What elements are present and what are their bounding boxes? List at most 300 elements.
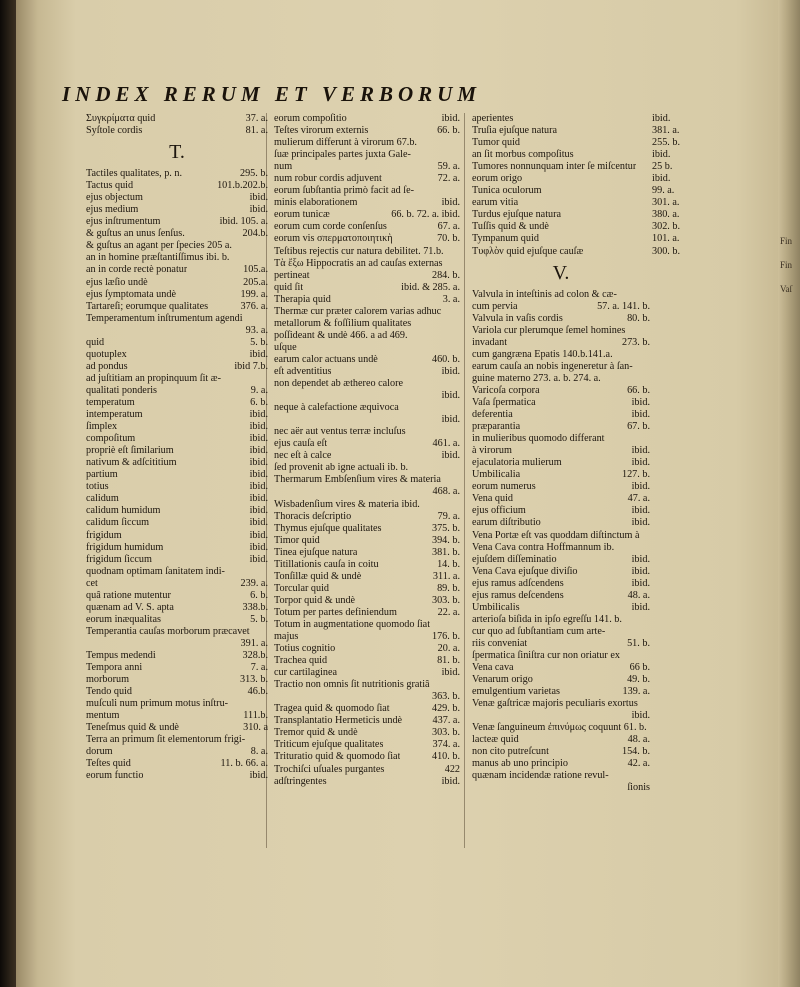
entry-term: ejus ſymptomata undè bbox=[86, 288, 176, 300]
index-entry bbox=[274, 499, 460, 511]
entry-term: Tympanum quid bbox=[472, 233, 539, 245]
entry-term: Wisbadenſium vires & materia ibid. bbox=[274, 498, 420, 510]
entry-page-ref: 199. a. bbox=[240, 288, 268, 300]
edge-page-ref: 255. b. bbox=[652, 137, 681, 149]
index-entry bbox=[86, 566, 268, 578]
entry-page-ref: 313. b. bbox=[239, 674, 268, 686]
entry-page-ref: 67. a. bbox=[437, 221, 460, 233]
entry-term: eorum tunicæ bbox=[274, 209, 330, 221]
entry-page-ref: 66. b. 72. a. ibid. bbox=[391, 209, 460, 221]
index-entry bbox=[274, 402, 460, 414]
entry-term: Teſtes virorum externis bbox=[274, 125, 369, 137]
entry-term: Varicoſa corpora bbox=[472, 384, 540, 396]
entry-page-ref: 376. a. bbox=[240, 300, 268, 312]
entry-term: propriè eſt ſimilarium bbox=[86, 445, 174, 457]
entry-term: Vena Portæ eſt vas quoddam diſtinctum à bbox=[472, 529, 640, 541]
index-entry bbox=[274, 643, 460, 655]
index-entry bbox=[274, 161, 460, 173]
entry-term: Tempus medendi bbox=[86, 649, 156, 661]
entry-page-ref: 239. a. bbox=[240, 577, 268, 589]
index-entry bbox=[86, 433, 268, 445]
index-entry bbox=[86, 216, 268, 228]
index-entry bbox=[86, 626, 268, 638]
entry-page-ref: ibid. bbox=[249, 433, 268, 445]
index-entry bbox=[472, 505, 650, 517]
entry-page-ref: ibid. bbox=[249, 192, 268, 204]
entry-page-ref: 7. a. bbox=[250, 662, 268, 674]
entry-page-ref: ibid. bbox=[249, 481, 268, 493]
entry-page-ref: ibid. bbox=[631, 409, 650, 421]
entry-page-ref: ibid. bbox=[631, 601, 650, 613]
entry-page-ref: 67. b. bbox=[627, 421, 650, 433]
entry-term: Totius cognitio bbox=[274, 643, 336, 655]
entry-page-ref: 59. a. bbox=[437, 161, 460, 173]
entry-page-ref: 328.b. bbox=[242, 649, 268, 661]
entry-page-ref: ibid. bbox=[631, 481, 650, 493]
entry-term: Syſtole cordis bbox=[86, 125, 143, 137]
index-entry bbox=[86, 337, 268, 349]
index-entry bbox=[274, 703, 460, 715]
entry-page-ref: 57. a. 141. b. bbox=[597, 300, 650, 312]
index-entry bbox=[274, 655, 460, 667]
entry-page-ref: 101.b.202.b. bbox=[217, 180, 268, 192]
entry-term: ad juſtitiam an propinquum ſit æ- bbox=[86, 372, 221, 384]
entry-term: partium bbox=[86, 469, 118, 481]
index-entry bbox=[86, 168, 268, 180]
entry-term: Titillationis cauſa in coitu bbox=[274, 558, 379, 570]
index-entry bbox=[274, 607, 460, 619]
entry-term: à virorum bbox=[472, 445, 512, 457]
entry-page-ref: 303. b. bbox=[431, 727, 460, 739]
entry-term: eorum cum corde conſenſus bbox=[274, 221, 387, 233]
index-entry bbox=[472, 722, 650, 734]
index-entry bbox=[86, 361, 268, 373]
index-entry bbox=[274, 583, 460, 595]
index-entry bbox=[274, 751, 460, 763]
entry-page-ref: 81. a. bbox=[245, 125, 268, 137]
entry-page-ref: ibid. bbox=[249, 770, 268, 782]
index-column-3 bbox=[472, 113, 650, 795]
index-entry bbox=[472, 710, 650, 722]
entry-term: quotuplex bbox=[86, 348, 127, 360]
index-entry bbox=[274, 474, 460, 486]
entry-term: earum cauſa an nobis ingeneretur à ſan- bbox=[472, 360, 633, 372]
entry-page-ref: 5. b. bbox=[250, 613, 268, 625]
index-entry bbox=[472, 246, 650, 258]
index-entry bbox=[86, 650, 268, 662]
entry-term: Therapia quid bbox=[274, 293, 331, 305]
entry-page-ref: 46.b. bbox=[247, 686, 268, 698]
entry-term: morborum bbox=[86, 674, 130, 686]
entry-term: Valvula in vaſis cordis bbox=[472, 312, 563, 324]
entry-page-ref: 66. b. bbox=[627, 384, 650, 396]
index-entry bbox=[274, 438, 460, 450]
index-entry bbox=[86, 493, 268, 505]
entry-term: Torpor quid & undè bbox=[274, 594, 356, 606]
entry-term: calidum humidum bbox=[86, 505, 161, 517]
entry-page-ref: ibid. bbox=[441, 667, 460, 679]
entry-page-ref: 66 b. bbox=[629, 662, 650, 674]
index-entry bbox=[472, 530, 650, 542]
index-entry bbox=[274, 173, 460, 185]
entry-term: & guſtus an agant per ſpecies 205 a. bbox=[86, 240, 232, 252]
entry-page-ref: ibid. bbox=[631, 445, 650, 457]
index-entry bbox=[274, 764, 460, 776]
entry-term: Thermarum Embſenſium vires & materia bbox=[274, 474, 441, 486]
entry-page-ref: ibid. bbox=[249, 457, 268, 469]
index-entry bbox=[86, 481, 268, 493]
index-entry bbox=[86, 578, 268, 590]
entry-page-ref: ibid. bbox=[249, 445, 268, 457]
index-entry bbox=[86, 469, 268, 481]
index-entry bbox=[472, 173, 650, 185]
entry-term: Teſtibus rejectis cur natura debilitet. 71.b. bbox=[274, 245, 444, 257]
entry-page-ref: ibid. bbox=[441, 390, 460, 402]
index-entry bbox=[274, 619, 460, 631]
entry-page-ref: 81. b. bbox=[437, 655, 460, 667]
entry-page-ref: 70. b. bbox=[437, 233, 460, 245]
entry-page-ref: ibid. bbox=[441, 775, 460, 787]
edge-page-ref: 101. a. bbox=[652, 233, 680, 245]
entry-page-ref: 48. a. bbox=[627, 589, 650, 601]
index-entry bbox=[86, 421, 268, 433]
index-entry bbox=[86, 277, 268, 289]
index-entry bbox=[86, 746, 268, 758]
index-entry bbox=[472, 113, 650, 125]
entry-page-ref: ibid. bbox=[631, 517, 650, 529]
index-entry bbox=[274, 559, 460, 571]
entry-page-ref: 49. b. bbox=[627, 674, 650, 686]
entry-term: majus bbox=[274, 631, 299, 643]
entry-page-ref: ibid. bbox=[631, 553, 650, 565]
entry-term: Temperantia cauſas morborum præcavet bbox=[86, 625, 250, 637]
edge-fragment: Fin bbox=[780, 260, 793, 270]
entry-page-ref: 461. a. bbox=[432, 438, 460, 450]
entry-term: Tinea ejuſque natura bbox=[274, 546, 358, 558]
entry-page-ref: ibid. bbox=[631, 396, 650, 408]
entry-term: dorum bbox=[86, 746, 113, 758]
entry-page-ref: 381. b. bbox=[431, 546, 460, 558]
index-entry bbox=[472, 445, 650, 457]
index-entry bbox=[86, 397, 268, 409]
entry-page-ref: 468. a. bbox=[432, 486, 460, 498]
index-entry bbox=[472, 373, 650, 385]
entry-term: ſimplex bbox=[86, 421, 118, 433]
index-entry bbox=[86, 686, 268, 698]
entry-page-ref: 89. b. bbox=[437, 582, 460, 594]
entry-page-ref: 79. a. bbox=[437, 510, 460, 522]
entry-term: Trachea quid bbox=[274, 655, 328, 667]
index-entry bbox=[472, 469, 650, 481]
index-entry bbox=[274, 378, 460, 390]
entry-term: ad pondus bbox=[86, 360, 128, 372]
index-entry bbox=[472, 149, 650, 161]
entry-term: neque à calefactione æquivoca bbox=[274, 402, 399, 414]
index-entry bbox=[472, 626, 650, 638]
index-entry bbox=[472, 421, 650, 433]
index-entry bbox=[86, 264, 268, 276]
entry-term: Tumor quid bbox=[472, 137, 521, 149]
entry-page-ref: ibid. bbox=[249, 505, 268, 517]
entry-term: deferentia bbox=[472, 409, 513, 421]
entry-term: Valvula in inteſtinis ad colon & cæ- bbox=[472, 288, 617, 300]
edge-page-ref: 99. a. bbox=[652, 185, 675, 197]
entry-page-ref: 6. b. bbox=[250, 396, 268, 408]
index-entry bbox=[472, 337, 650, 349]
entry-term: quâ ratione mutentur bbox=[86, 589, 171, 601]
index-entry bbox=[274, 270, 460, 282]
edge-page-ref: 380. a. bbox=[652, 209, 680, 221]
entry-term: Tremor quid & undè bbox=[274, 727, 358, 739]
entry-term: ejus cauſa eſt bbox=[274, 438, 328, 450]
edge-fragment: Fin bbox=[780, 236, 793, 246]
entry-term: eorum inæqualitas bbox=[86, 613, 161, 625]
index-entry bbox=[472, 409, 650, 421]
entry-term: eſt adventitius bbox=[274, 365, 332, 377]
index-entry bbox=[472, 698, 650, 710]
entry-term: ejus medium bbox=[86, 204, 139, 216]
entry-term: eorum vis σπερματοποιητικὴ bbox=[274, 233, 393, 245]
index-entry bbox=[472, 433, 650, 445]
entry-page-ref: ibid. bbox=[631, 710, 650, 722]
entry-term: nec eſt à calce bbox=[274, 450, 332, 462]
entry-page-ref: 111.b. bbox=[243, 710, 268, 722]
entry-term: quid ſit bbox=[274, 281, 304, 293]
entry-term: Tumores nonnunquam inter ſe miſcentur bbox=[472, 161, 637, 173]
entry-term: an in corde rectè ponatur bbox=[86, 264, 188, 276]
entry-page-ref: ibid. bbox=[441, 113, 460, 124]
entry-term: Tuſſis quid & undè bbox=[472, 221, 549, 233]
entry-page-ref: ibid. bbox=[249, 529, 268, 541]
entry-term: Συγκρίματα quid bbox=[86, 113, 156, 124]
index-entry bbox=[274, 233, 460, 245]
index-entry bbox=[274, 450, 460, 462]
index-entry bbox=[472, 233, 650, 245]
index-entry bbox=[86, 240, 268, 252]
edge-page-ref: ibid. bbox=[652, 113, 671, 124]
entry-term: Vena quid bbox=[472, 493, 514, 505]
entry-page-ref: ibid. bbox=[631, 505, 650, 517]
entry-page-ref: ibid. & 285. a. bbox=[401, 281, 460, 293]
entry-page-ref: 204.b. bbox=[242, 228, 268, 240]
index-entry bbox=[472, 481, 650, 493]
index-entry bbox=[472, 457, 650, 469]
index-entry bbox=[472, 746, 650, 758]
entry-page-ref: ibid. bbox=[441, 197, 460, 209]
index-entry bbox=[86, 204, 268, 216]
entry-page-ref: ibid. 105. a. bbox=[219, 216, 268, 228]
entry-page-ref: 14. b. bbox=[437, 558, 460, 570]
index-entry bbox=[472, 686, 650, 698]
index-entry bbox=[274, 149, 460, 161]
entry-page-ref: 11. b. 66. a. bbox=[220, 758, 268, 770]
index-entry bbox=[86, 409, 268, 421]
entry-term: ſuæ principales partes juxta Gale- bbox=[274, 149, 411, 161]
index-entry bbox=[274, 221, 460, 233]
edge-page-ref: 25 b. bbox=[652, 161, 673, 173]
entry-page-ref: 273. b. bbox=[621, 336, 650, 348]
entry-term: Teneſmus quid & undè bbox=[86, 722, 179, 734]
entry-term: Tempora anni bbox=[86, 662, 143, 674]
index-entry bbox=[274, 125, 460, 137]
index-entry bbox=[86, 662, 268, 674]
index-entry bbox=[86, 301, 268, 313]
entry-page-ref: ibid 7.b. bbox=[234, 360, 268, 372]
entry-term: Tendo quid bbox=[86, 686, 132, 698]
facing-page-edge bbox=[778, 0, 800, 987]
edge-page-ref: 381. a. bbox=[652, 125, 680, 137]
letter-heading: T. bbox=[169, 141, 185, 164]
index-entry bbox=[274, 197, 460, 209]
index-entry bbox=[86, 228, 268, 240]
index-entry bbox=[86, 710, 268, 722]
entry-page-ref: ibid. bbox=[249, 348, 268, 360]
edge-page-ref: 302. b. bbox=[652, 221, 681, 233]
entry-term: Τυφλὸν quid ejuſque cauſæ bbox=[472, 245, 584, 257]
index-entry bbox=[86, 530, 268, 542]
index-entry bbox=[472, 758, 650, 770]
entry-page-ref: ibid. bbox=[441, 450, 460, 462]
entry-term: in mulieribus quomodo differant bbox=[472, 433, 605, 445]
entry-page-ref: ibid. bbox=[249, 493, 268, 505]
entry-page-ref: 410. b. bbox=[431, 751, 460, 763]
index-entry bbox=[472, 125, 650, 137]
entry-page-ref: 176. b. bbox=[431, 631, 460, 643]
entry-term: mulierum differunt à virorum 67.b. bbox=[274, 137, 417, 149]
index-entry bbox=[274, 679, 460, 691]
index-entry bbox=[472, 493, 650, 505]
index-entry bbox=[86, 674, 268, 686]
index-entry bbox=[472, 602, 650, 614]
index-entry bbox=[86, 734, 268, 746]
entry-page-ref: ſionis bbox=[627, 782, 650, 794]
index-entry bbox=[472, 361, 650, 373]
index-column-4-refs bbox=[652, 113, 778, 258]
entry-term: ſed provenit ab igne actuali ib. b. bbox=[274, 462, 409, 474]
book-page bbox=[16, 0, 778, 987]
entry-term: an ſit morbus compoſitus bbox=[472, 149, 574, 161]
entry-page-ref: 422 bbox=[444, 763, 460, 775]
entry-term: quodnam optimam ſanitatem indi- bbox=[86, 565, 225, 577]
entry-term: mentum bbox=[86, 710, 120, 722]
entry-term: Totum in augmentatione quomodo ſiat bbox=[274, 618, 431, 630]
index-entry bbox=[274, 462, 460, 474]
index-entry bbox=[274, 691, 460, 703]
index-entry bbox=[86, 125, 268, 137]
entry-term: aperientes bbox=[472, 113, 514, 124]
index-entry bbox=[472, 137, 650, 149]
entry-term: cur quo ad ſubſtantiam cum arte- bbox=[472, 625, 606, 637]
entry-page-ref: 8. a. bbox=[250, 746, 268, 758]
index-entry bbox=[274, 354, 460, 366]
entry-page-ref: 72. a. bbox=[437, 173, 460, 185]
entry-term: calidum bbox=[86, 493, 119, 505]
index-entry bbox=[86, 349, 268, 361]
index-entry bbox=[274, 258, 460, 270]
entry-page-ref: 6. b. bbox=[250, 589, 268, 601]
entry-term: ejuſdem diſſeminatio bbox=[472, 553, 557, 565]
index-entry bbox=[472, 674, 650, 686]
entry-page-ref: 66. b. bbox=[437, 125, 460, 137]
entry-term: num robur cordis adjuvent bbox=[274, 173, 382, 185]
entry-term: adſtringentes bbox=[274, 775, 327, 787]
index-entry bbox=[274, 523, 460, 535]
index-entry bbox=[274, 727, 460, 739]
entry-term: riis conveniat bbox=[472, 637, 528, 649]
entry-term: Timor quid bbox=[274, 534, 320, 546]
entry-term: ſpermatica ſiniſtra cur non oriatur ex bbox=[472, 649, 620, 661]
entry-term: intemperatum bbox=[86, 409, 143, 421]
entry-term: arterioſa biſida in ipſo egreſſu 141. b. bbox=[472, 613, 622, 625]
entry-term: non cito putreſcunt bbox=[472, 746, 549, 758]
entry-term: guine materno 273. a. b. 274. a. bbox=[472, 372, 601, 384]
index-entry bbox=[274, 776, 460, 788]
index-entry bbox=[274, 571, 460, 583]
index-entry bbox=[472, 662, 650, 674]
entry-term: Tartareſi; eorumque qualitates bbox=[86, 300, 209, 312]
entry-term: ejus ramus deſcendens bbox=[472, 589, 564, 601]
entry-term: Venæ gaſtricæ majoris peculiaris exortus bbox=[472, 698, 638, 710]
entry-page-ref: 139. a. bbox=[622, 686, 650, 698]
entry-term: Trochiſci uſuales purgantes bbox=[274, 763, 385, 775]
edge-page-ref: 301. a. bbox=[652, 197, 680, 209]
entry-term: minis elaborationem bbox=[274, 197, 358, 209]
entry-page-ref: ibid. bbox=[249, 517, 268, 529]
entry-page-ref: 375. b. bbox=[431, 522, 460, 534]
index-entry bbox=[274, 185, 460, 197]
entry-term: Tonſillæ quid & undè bbox=[274, 570, 362, 582]
entry-page-ref: ibid. bbox=[441, 365, 460, 377]
entry-term: eorum ſubſtantia primò facit ad ſe- bbox=[274, 185, 415, 197]
entry-term: earum vitia bbox=[472, 197, 519, 209]
index-entry bbox=[472, 554, 650, 566]
index-entry bbox=[86, 638, 268, 650]
index-entry bbox=[472, 221, 650, 233]
running-header: INDEX RERUM ET VERBORUM bbox=[62, 82, 481, 106]
entry-term: qualitati ponderis bbox=[86, 384, 158, 396]
index-entry bbox=[86, 542, 268, 554]
entry-term: nec aër aut ventus terræ incluſus bbox=[274, 426, 406, 438]
index-entry bbox=[274, 739, 460, 751]
entry-term: muſculi num primum motus inſtru- bbox=[86, 698, 229, 710]
entry-term: cet bbox=[86, 577, 98, 589]
entry-term: Variola cur plerumque ſemel homines bbox=[472, 324, 626, 336]
index-entry bbox=[472, 566, 650, 578]
index-entry bbox=[472, 542, 650, 554]
entry-term: frigidum humidum bbox=[86, 541, 164, 553]
entry-term: compoſitum bbox=[86, 433, 136, 445]
entry-term: manus ab uno principio bbox=[472, 758, 568, 770]
entry-page-ref: 363. b. bbox=[431, 691, 460, 703]
index-entry bbox=[472, 517, 650, 529]
index-entry bbox=[274, 318, 460, 330]
index-entry bbox=[274, 511, 460, 523]
index-entry bbox=[274, 306, 460, 318]
entry-term: Tunica oculorum bbox=[472, 185, 542, 197]
entry-term: earum calor actuans undè bbox=[274, 353, 378, 365]
entry-page-ref: 338.b. bbox=[242, 601, 268, 613]
index-entry bbox=[472, 782, 650, 794]
entry-page-ref: 303. b. bbox=[431, 594, 460, 606]
index-entry bbox=[472, 638, 650, 650]
index-entry bbox=[274, 426, 460, 438]
edge-fragment: Vaſ bbox=[780, 284, 792, 294]
index-entry bbox=[472, 161, 650, 173]
index-entry bbox=[86, 770, 268, 782]
entry-page-ref: 295. b. bbox=[239, 168, 268, 180]
index-entry bbox=[472, 770, 650, 782]
index-entry bbox=[472, 185, 650, 197]
